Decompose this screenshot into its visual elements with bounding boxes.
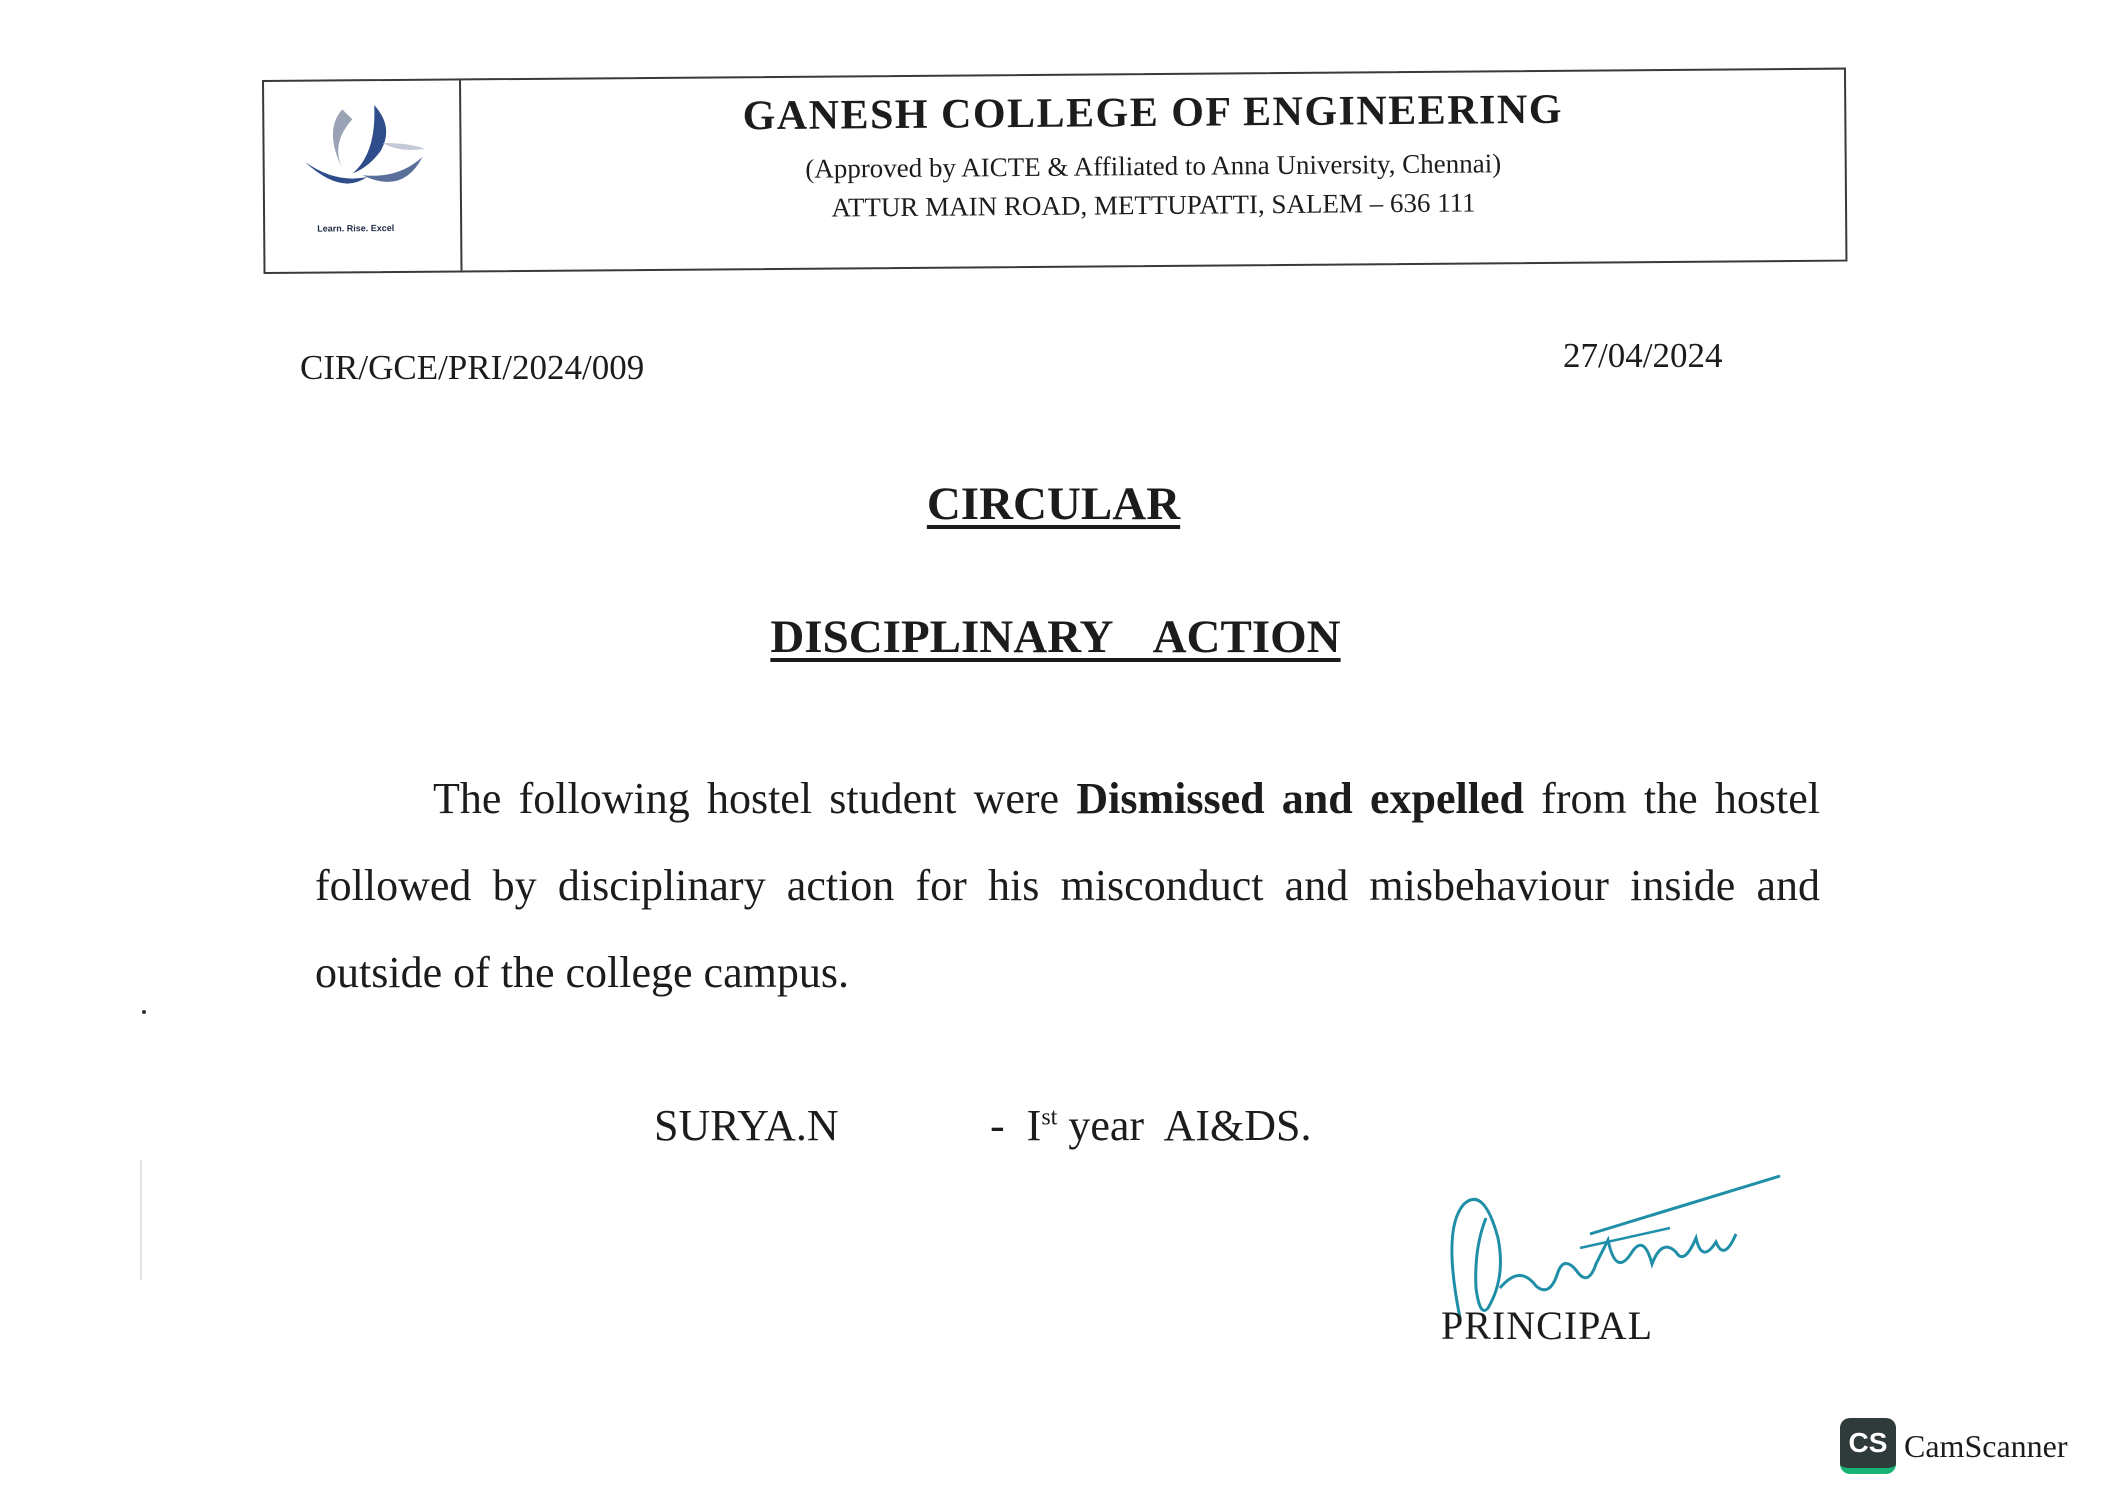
letterhead-box: [262, 68, 1847, 274]
body-part-2: from the hostel followed by disciplinary action for his misconduct and misbehaviour inside and outside of the college campus.: [315, 774, 1832, 997]
student-year-num: I: [1026, 1101, 1042, 1150]
body-part-1: The following hostel student were: [433, 774, 1077, 823]
circular-subtitle: [3, 610, 2105, 664]
camscanner-badge: CS: [1840, 1418, 1896, 1474]
camscanner-label: CamScanner: [1904, 1428, 2068, 1464]
letterhead-text: [461, 70, 1845, 271]
circular-title: CIRCULAR: [926, 478, 1181, 530]
address-line: ATTUR MAIN ROAD, METTUPATTI, SALEM – 636 111: [831, 187, 1476, 223]
scan-speck: [142, 1010, 146, 1014]
student-year-sup: st: [1041, 1104, 1058, 1131]
college-logo-icon: [282, 91, 443, 222]
circular-body: [315, 755, 1832, 1016]
student-name: SURYA.N: [654, 1101, 839, 1150]
student-dash: -: [990, 1101, 1005, 1150]
student-detail: [990, 1100, 1312, 1151]
body-emphasis: Dismissed and expelled: [1076, 774, 1524, 823]
logo-tagline: Learn. Rise. Excel: [317, 222, 395, 234]
subtitle-text: DISCIPLINARY ACTION: [770, 611, 1341, 663]
circular-date: 27/04/2024: [1563, 336, 1723, 375]
approval-line: (Approved by AICTE & Affiliated to Anna University, Chennai): [805, 148, 1502, 184]
student-year-rest: year AI&DS.: [1057, 1101, 1312, 1150]
logo-cell: [264, 80, 462, 272]
reference-number: CIR/GCE/PRI/2024/009: [300, 348, 645, 387]
scan-edge-mark: [140, 1160, 142, 1280]
signatory-title: PRINCIPAL: [1441, 1303, 1654, 1348]
college-name: GANESH COLLEGE OF ENGINEERING: [742, 86, 1564, 140]
